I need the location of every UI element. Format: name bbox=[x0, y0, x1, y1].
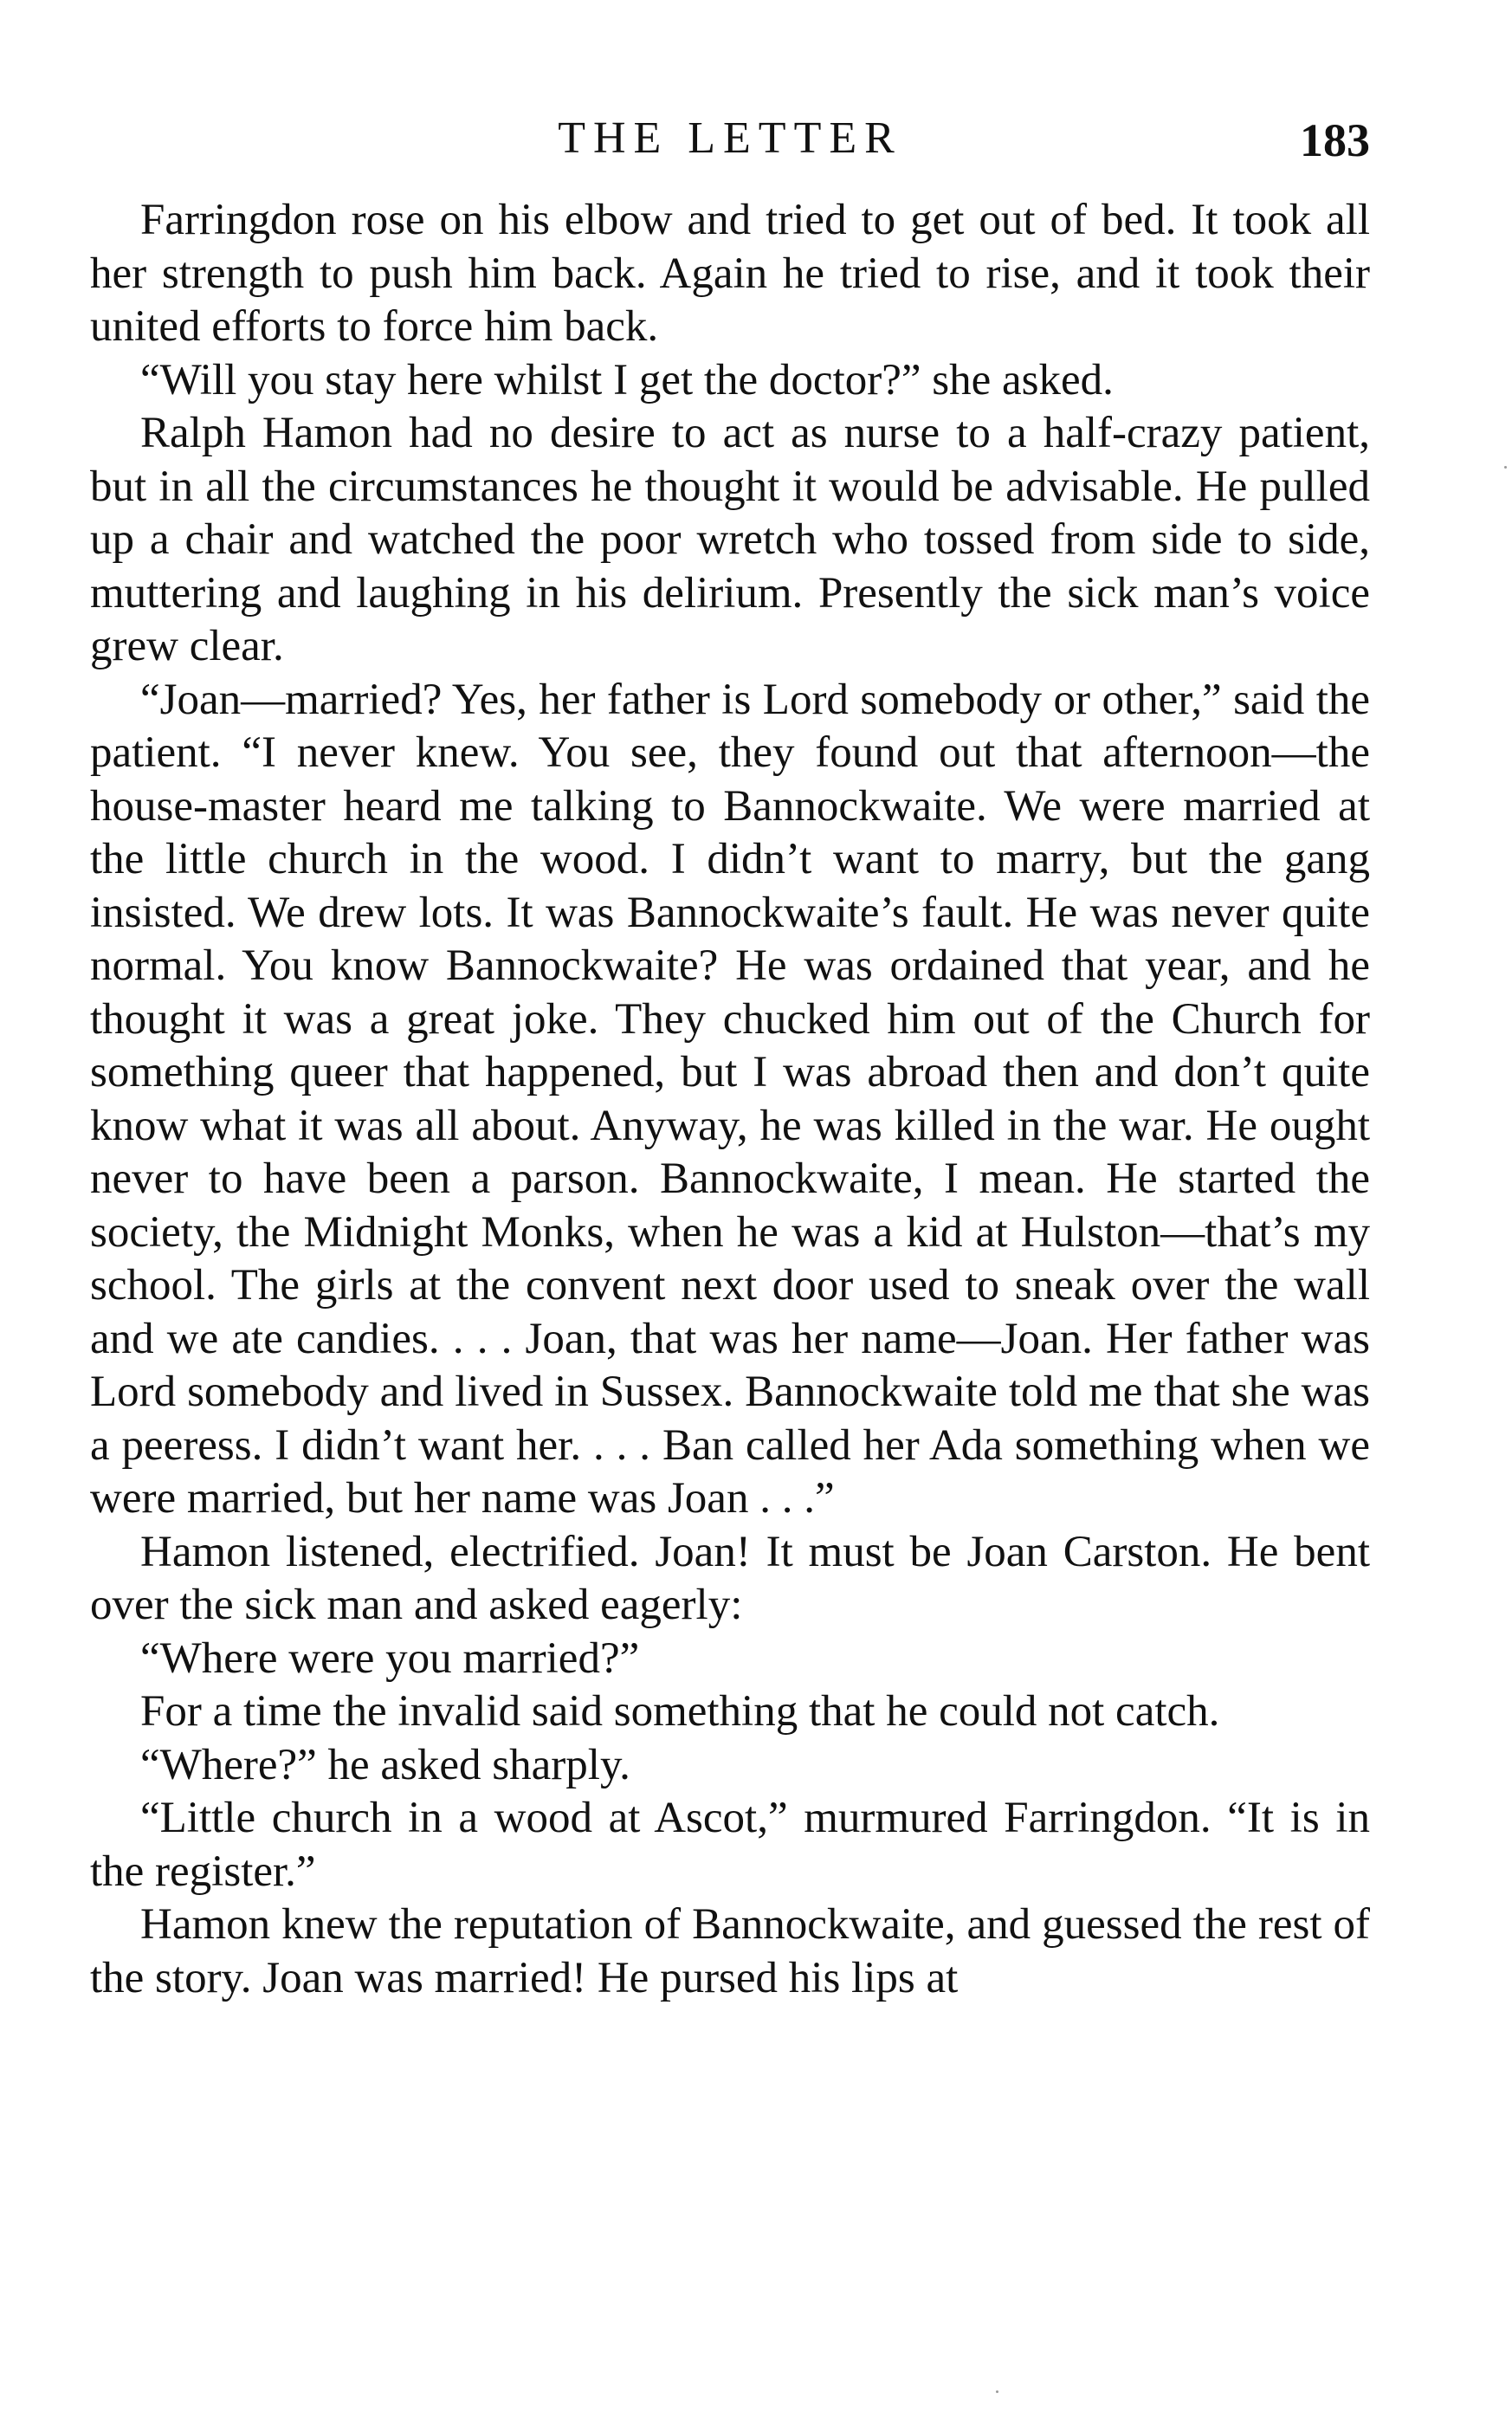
paragraph: “Will you stay here whilst I get the doctor?” she asked. bbox=[140, 355, 1114, 404]
running-head: THE LETTER bbox=[558, 113, 902, 163]
scan-speck bbox=[1504, 466, 1507, 469]
paragraph: Ralph Hamon had no desire to act as nurse to a half-crazy patient, but in all the circumstances he thought it would be advisable. He pulled up a chair and watched the poor wretch who tossed from side to side, muttering and laughing in his delirium. Presently the sick man’s voice grew clear. bbox=[90, 409, 1370, 670]
paragraph: For a time the invalid said something that he could not catch. bbox=[140, 1687, 1220, 1736]
body-text bbox=[90, 194, 1370, 2005]
scan-speck bbox=[996, 2390, 998, 2393]
paragraph: “Where were you married?” bbox=[140, 1633, 640, 1683]
paragraph: Farringdon rose on his elbow and tried to get out of bed. It took all her strength to push him back. Again he tried to rise, and it took their united efforts to force him back. bbox=[90, 196, 1370, 351]
paragraph: “Where?” he asked sharply. bbox=[140, 1740, 630, 1789]
page-header bbox=[90, 111, 1370, 166]
paragraph: Hamon listened, electrified. Joan! It must be Joan Carston. He bent over the sick man and asked eagerly: bbox=[90, 1527, 1370, 1629]
paragraph: “Little church in a wood at Ascot,” murmured Farringdon. “It is in the register.” bbox=[90, 1794, 1370, 1896]
paragraph: Hamon knew the reputation of Bannockwaite, and guessed the rest of the story. Joan was married! He pursed his lips at bbox=[90, 1900, 1370, 2002]
page-number: 183 bbox=[1300, 114, 1370, 166]
paragraph: “Joan—married? Yes, her father is Lord somebody or other,” said the patient. “I never knew. You see, they found out that afternoon—the house-master heard me talking to Bannockwaite. We were married at the little church in the wood. I didn’t want to marry, but the gang insisted. We drew lots. It was Bannockwaite’s fault. He was never quite normal. You know Bannockwaite? He was ordained that year, and he thought it was a great joke. They chucked him out of the Church for something queer that happened, but I was abroad then and don’t quite know what it was all about. Anyway, he was killed in the war. He ought never to have been a parson. Bannockwaite, I mean. He started the society, the Midnight Monks, when he was a kid at Hulston—that’s my school. The girls at the convent next door used to sneak over the wall and we ate candies. . . . Joan, that was her name—Joan. Her father was Lord somebody and lived in Sussex. Bannockwaite told me that she was a peeress. I didn’t want her. . . . Ban called her Ada something when we were married, but her name was Joan . . .” bbox=[90, 675, 1370, 1523]
